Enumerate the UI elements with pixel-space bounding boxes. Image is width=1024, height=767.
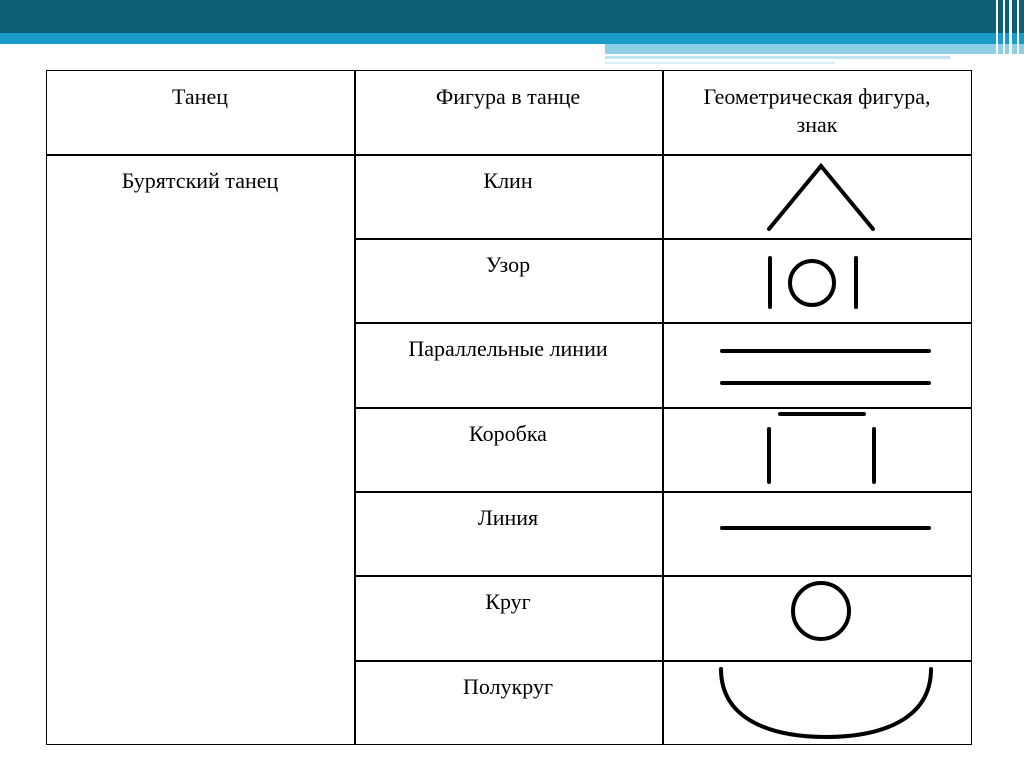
- figure-cell: Круг: [485, 589, 531, 614]
- header-band: [0, 0, 1024, 70]
- header-figure: Фигура в танце: [435, 84, 581, 109]
- figure-cell: Коробка: [469, 421, 547, 446]
- header-stripes: [990, 0, 1024, 70]
- figure-cell: Узор: [485, 252, 531, 277]
- header-band-mid: [0, 33, 1024, 44]
- header-band-light: [605, 44, 1024, 54]
- figure-cell: Линия: [477, 505, 539, 530]
- header-geometric-sign: Геометрическая фигура, знак: [703, 84, 931, 137]
- figure-cell: Параллельные линии: [408, 336, 608, 361]
- header-band-dark: [0, 0, 1024, 33]
- header-band-thin-2: [605, 62, 835, 64]
- dance-name: Бурятский танец: [121, 168, 279, 193]
- figure-cell: Полукруг: [463, 674, 553, 699]
- figure-cell: Клин: [483, 168, 533, 193]
- header-dance: Танец: [172, 84, 228, 109]
- header-band-thin: [605, 56, 950, 59]
